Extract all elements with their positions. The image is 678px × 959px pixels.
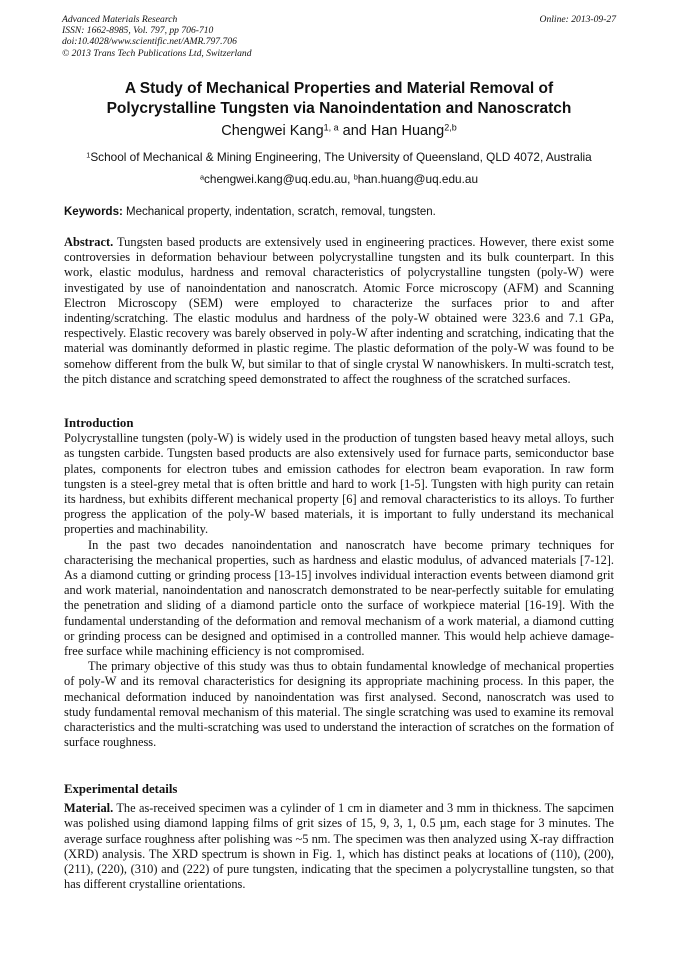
author-2-affiliation: 2,b — [444, 122, 457, 133]
experimental-heading: Experimental details — [64, 782, 178, 796]
paper-title — [40, 79, 638, 119]
title-line-2: Polycrystalline Tungsten via Nanoindentation and Nanoscratch — [106, 100, 572, 117]
author-emails — [40, 171, 638, 187]
email-b-marker: b — [353, 172, 358, 182]
material-paragraph — [64, 801, 614, 892]
email-a[interactable]: chengwei.kang@uq.edu.au, — [204, 172, 354, 186]
affiliation-text: School of Mechanical & Mining Engineering, The University of Queensland, QLD 4072, Australia — [90, 150, 592, 164]
doi-line: doi:10.4028/www.scientific.net/AMR.797.706 — [62, 36, 237, 48]
keywords-text: Mechanical property, indentation, scratch, removal, tungsten. — [122, 206, 436, 218]
keywords — [64, 205, 614, 220]
abstract-text: Tungsten based products are extensively used in engineering practices. However, there exist some controversies in deformation behaviour between polycrystalline tungsten and its bulk counterpart. In this work, elastic modulus, hardness and removal characteristics of polycrystalline tungsten (poly-W) were investigated by use of nanoindentation and nanoscratch. Atomic Force microscopy (AFM) and Scanning Electron Microscopy (SEM) were employed to characterize the surfaces prior to and after indenting/scratching. The elastic modulus and hardness of the poly-W obtained were 323.6 and 7.1 GPa, respectively. Elastic recovery was barely observed in poly-W after indenting and scratching, indicating that the material was dominantly deformed in plastic regime. The plastic deformation of the poly-W was found to be somehow different from the bulk W, but similar to that of single crystal W nanowhiskers. In multi-scratch test, the pitch distance and scratching speed demonstrated to affect the roughness of the scratched surfaces. — [64, 235, 614, 386]
copyright-line: © 2013 Trans Tech Publications Ltd, Switzerland — [62, 47, 252, 59]
journal-header — [62, 14, 252, 59]
material-label: Material. — [64, 801, 114, 816]
introduction-paragraph-2: In the past two decades nanoindentation and nanoscratch have become primary techniques for characterising the mechanical properties, such as hardness and elastic modulus, of advanced materials [7-12]. As a diamond cutting or grinding process [13-15] involves individual interaction events between diamond grit and work material, nanoindentation and nanoscratch demonstrated to be near-perfectly suitable for emulating the penetration and sliding of a diamond particle onto the surface of workpiece material [16-19]. With the fundamental understanding of the deformation and removal mechanism of a work material, a diamond cutting or grinding process can be designed and optimised in a controlled manner. This would help achieve damage-free surface while machining efficiency is not compromised. — [64, 537, 614, 659]
author-conjunction: and — [338, 123, 371, 139]
email-b[interactable]: han.huang@uq.edu.au — [357, 172, 479, 186]
author-list — [40, 122, 638, 140]
introduction-paragraph-1: Polycrystalline tungsten (poly-W) is widely used in the production of tungsten based heavy metal alloys, such as tungsten carbide. Tungsten based products are also extensively used for furnace parts, semiconductor base plates, components for electron tubes and emission cathodes for electron beam evaporation. In raw form tungsten is a steel-grey metal that is often brittle and hard to work [1-5]. Tungsten with high purity can retain its hardness, but exhibits different mechanical property [6] and removal characteristics to its alloys. To further progress the application of the poly-W based materials, it is important to fully understand its mechanical properties and machinability. — [64, 431, 614, 537]
abstract-label: Abstract. — [64, 235, 114, 249]
material-text: The as-received specimen was a cylinder of 1 cm in diameter and 3 mm in thickness. The sapcimen was polished using diamond lapping films of grit sizes of 15, 9, 3, 1, 0.5 µm, each stage for 3 minutes. The average surface roughness after polishing was ~5 nm. The specimen was then analyzed using X-ray diffraction (XRD) analysis. The XRD spectrum is shown in Fig. 1, which has distinct peaks at locations of (110), (200), (211), (220), (310) and (222) of pure tungsten, indicating that the specimen a polycrystalline tungsten, so that has different crystalline orientations. — [64, 801, 614, 892]
title-line-1: A Study of Mechanical Properties and Material Removal of — [124, 80, 554, 97]
introduction-heading: Introduction — [64, 416, 134, 430]
journal-name: Advanced Materials Research — [62, 14, 178, 25]
keywords-label: Keywords: — [64, 206, 123, 218]
abstract-paragraph — [64, 235, 614, 387]
introduction-paragraph-3: The primary objective of this study was thus to obtain fundamental knowledge of mechanical properties of poly-W and its removal characteristics for designing its appropriate machining process. In this paper, the mechanical deformation induced by nanoindentation was first analysed. Second, nanoscratch was used to study fundamental removal mechanism of this material. The single scratching was used to examine its removal characteristics and the multi-scratching was used to understand the interaction of scratches on the formation of surface roughness. — [64, 659, 614, 750]
author-2: Han Huang — [370, 123, 445, 139]
issn-line: ISSN: 1662-8985, Vol. 797, pp 706-710 — [62, 25, 214, 37]
experimental-section — [64, 782, 614, 892]
affiliation-number: 1 — [86, 150, 91, 160]
online-date: Online: 2013-09-27 — [539, 14, 616, 25]
affiliation — [40, 149, 638, 165]
author-1-affiliation: 1, a — [323, 122, 339, 133]
email-a-marker: a — [199, 172, 205, 182]
abstract — [64, 235, 614, 387]
introduction-section — [64, 416, 614, 750]
author-1: Chengwei Kang — [221, 123, 324, 139]
